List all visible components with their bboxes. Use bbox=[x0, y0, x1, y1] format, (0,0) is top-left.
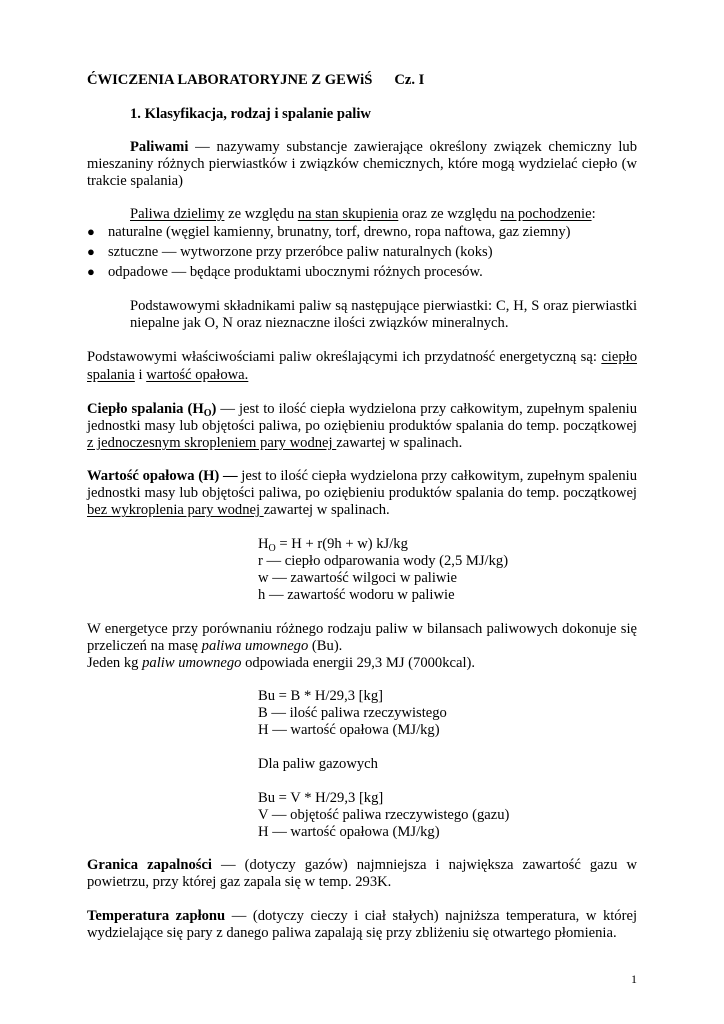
flammability-line-1: Granica zapalności — (dotyczy gazów) najmniejsza i największa zawartość gazu w bbox=[87, 857, 637, 873]
calorific-term: Wartość opałowa (H) — bbox=[87, 468, 238, 484]
bullet-dot: ● bbox=[87, 224, 95, 239]
calorific-line-2: jednostki masy lub objętości paliwa, po oziębieniu produktów spalania do temp. początkowej bbox=[87, 485, 637, 501]
bullet-item: odpadowe — będące produktami ubocznymi różnych procesów. bbox=[108, 264, 483, 280]
title-text: ĆWICZENIA LABORATORYJNE Z GEWiŚ bbox=[87, 72, 373, 88]
components-line-1: Podstawowymi składnikami paliw są następujące pierwiastki: C, H, S oraz pierwiastki bbox=[130, 298, 637, 314]
formula-h-desc-2: H — wartość opałowa (MJ/kg) bbox=[258, 824, 440, 840]
formula-bu-gas: Bu = V * H/29,3 [kg] bbox=[258, 790, 384, 806]
division-line: Paliwa dzielimy ze względu na stan skupienia oraz ze względu na pochodzenie: bbox=[130, 206, 596, 222]
intro-line-1: Paliwami — nazywamy substancje zawierające określony związek chemiczny lub bbox=[130, 139, 637, 155]
flashpoint-line-2: wydzielające się pary z danego paliwa zapalają się przy zbliżeniu się otwartego płomienia. bbox=[87, 925, 617, 941]
energy-line-1: W energetyce przy porównaniu różnego rodzaju paliw w bilansach paliwowych dokonuje się bbox=[87, 621, 637, 637]
properties-line-2: spalania i wartość opałowa. bbox=[87, 367, 249, 383]
section-heading: 1. Klasyfikacja, rodzaj i spalanie paliw bbox=[130, 106, 371, 122]
gas-label: Dla paliw gazowych bbox=[258, 756, 378, 772]
flashpoint-line-1: Temperatura zapłonu — (dotyczy cieczy i ciał stałych) najniższa temperatura, w której bbox=[87, 908, 637, 924]
formula-hh: h — zawartość wodoru w paliwie bbox=[258, 587, 455, 603]
heat-line-3: z jednoczesnym skropleniem pary wodnej zawartej w spalinach. bbox=[87, 435, 463, 451]
bullet-item: sztuczne — wytworzone przy przeróbce paliw naturalnych (koks) bbox=[108, 244, 493, 260]
intro-line-3: trakcie spalania) bbox=[87, 173, 184, 189]
heat-term: Ciepło spalania $(H_O)$ bbox=[87, 401, 217, 419]
intro-line-2: mieszaniny różnych pierwiastków i związków chemicznych, które mogą wydzielać ciepło (w bbox=[87, 156, 637, 172]
formula-h: $H_O = H + r(9h + w)$ kJ/kg bbox=[258, 536, 408, 554]
bullet-dot: ● bbox=[87, 244, 95, 259]
formula-w: w — zawartość wilgoci w paliwie bbox=[258, 570, 457, 586]
bullet-dot: ● bbox=[87, 264, 95, 279]
formula-b: B — ilość paliwa rzeczywistego bbox=[258, 705, 447, 721]
formula-bu: Bu = B * H/29,3 [kg] bbox=[258, 688, 383, 704]
flammability-term: Granica zapalności bbox=[87, 857, 212, 873]
energy-line-2: przeliczeń na masę paliwa umownego (Bu). bbox=[87, 638, 343, 654]
energy-line-3: Jeden kg paliw umownego odpowiada energii 29,3 MJ (7000kcal). bbox=[87, 655, 476, 671]
heat-line-1: Ciepło spalania $(H_O)$ — jest to ilość ciepła wydzielona przy całkowitym, zupełnym spaleniu bbox=[87, 401, 637, 419]
formula-v: V — objętość paliwa rzeczywistego (gazu) bbox=[258, 807, 510, 823]
flashpoint-term: Temperatura zapłonu bbox=[87, 908, 226, 924]
properties-line-1: Podstawowymi właściwościami paliw określającymi ich przydatność energetyczną są: ciepło bbox=[87, 349, 637, 365]
calorific-line-3: bez wykroplenia pary wodnej zawartej w spalinach. bbox=[87, 502, 390, 518]
document-title bbox=[87, 71, 424, 89]
heat-line-2: jednostki masy lub objętości paliwa, po oziębieniu produktów spalania do temp. początkowej bbox=[87, 418, 637, 434]
title-part: Cz. I bbox=[394, 72, 425, 88]
calorific-line-1: Wartość opałowa (H) — jest to ilość ciepła wydzielona przy całkowitym, zupełnym spaleniu bbox=[87, 468, 637, 484]
formula-r: r — ciepło odparowania wody (2,5 MJ/kg) bbox=[258, 553, 509, 569]
bullet-item: naturalne (węgiel kamienny, brunatny, torf, drewno, ropa naftowa, gaz ziemny) bbox=[108, 224, 571, 240]
components-line-2: niepalne jak O, N oraz nieznaczne ilości związków mineralnych. bbox=[130, 315, 509, 331]
intro-term: Paliwami bbox=[130, 139, 189, 155]
formula-h-desc: H — wartość opałowa (MJ/kg) bbox=[258, 722, 440, 738]
flammability-line-2: powietrzu, przy której gaz zapala się w temp. 293K. bbox=[87, 874, 392, 890]
page-number: 1 bbox=[631, 972, 637, 986]
